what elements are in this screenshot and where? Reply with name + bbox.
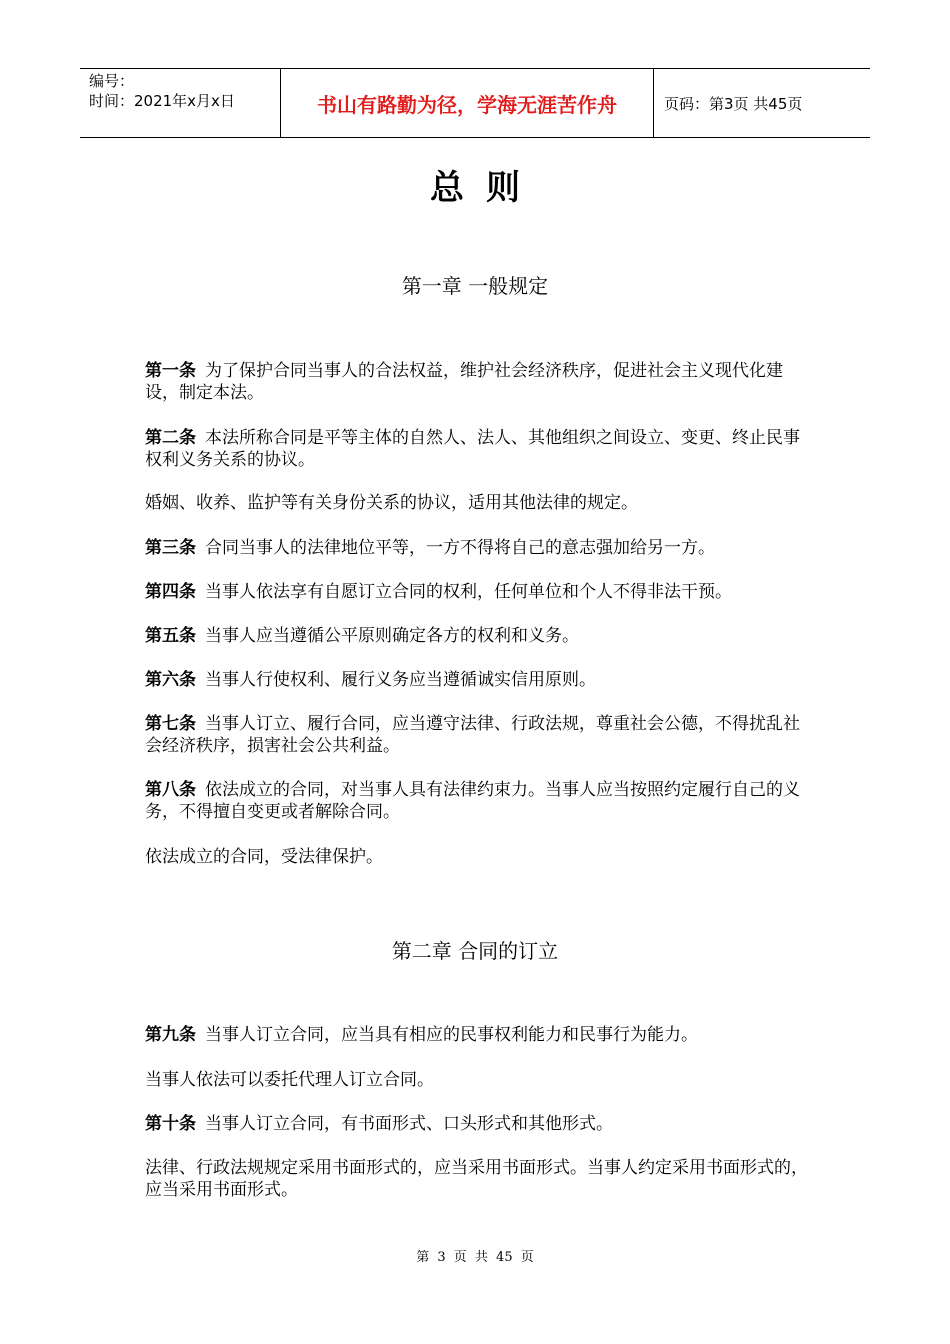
article-number: 第六条 [145, 670, 196, 690]
article-number: 第七条 [145, 714, 196, 734]
article-text: 本法所称合同是平等主体的自然人、法人、其他组织之间设立、变更、终止民事权利义务关系的协议。 [145, 428, 800, 470]
header-motto: 书山有路勤为径，学海无涯苦作舟 [281, 69, 654, 137]
article-paragraph [145, 360, 810, 404]
article-text: 婚姻、收养、监护等有关身份关系的协议，适用其他法律的规定。 [145, 493, 638, 513]
article-paragraph [145, 1157, 810, 1201]
article-paragraph [145, 1024, 810, 1046]
article-paragraph [145, 846, 810, 868]
header-meta-cell [80, 69, 281, 137]
article-text: 法律、行政法规规定采用书面形式的，应当采用书面形式。当事人约定采用书面形式的，应当采用书面形式。 [145, 1158, 808, 1200]
document-title: 总则 [430, 168, 542, 208]
document-header [80, 68, 870, 138]
article-text: 当事人订立合同，有书面形式、口头形式和其他形式。 [205, 1114, 613, 1134]
article-paragraph [145, 492, 810, 514]
chapter-heading: 第一章 一般规定 [401, 274, 549, 298]
article-text: 当事人订立、履行合同，应当遵守法律、行政法规，尊重社会公德，不得扰乱社会经济秩序，损害社会公共利益。 [145, 714, 800, 756]
article-text: 当事人订立合同，应当具有相应的民事权利能力和民事行为能力。 [205, 1025, 698, 1045]
header-page-info: 页码：第3页 共45页 [664, 94, 803, 113]
article-paragraph [145, 427, 810, 471]
article-text: 依法成立的合同，受法律保护。 [145, 847, 383, 867]
page-footer: 第 3 页 共 45 页 [416, 1250, 534, 1265]
article-text: 当事人行使权利、履行义务应当遵循诚实信用原则。 [205, 670, 596, 690]
article-number: 第二条 [145, 428, 196, 448]
article-paragraph [145, 581, 810, 603]
article-paragraph [145, 779, 810, 823]
article-number: 第十条 [145, 1114, 196, 1134]
article-text: 为了保护合同当事人的合法权益，维护社会经济秩序，促进社会主义现代化建设，制定本法。 [145, 361, 783, 403]
article-paragraph [145, 625, 810, 647]
article-number: 第九条 [145, 1025, 196, 1045]
header-page-cell [654, 69, 870, 137]
article-paragraph [145, 713, 810, 757]
chapter-heading: 第二章 合同的订立 [391, 939, 559, 963]
article-text: 当事人应当遵循公平原则确定各方的权利和义务。 [205, 626, 579, 646]
article-text: 当事人依法享有自愿订立合同的权利，任何单位和个人不得非法干预。 [205, 582, 732, 602]
article-text: 当事人依法可以委托代理人订立合同。 [145, 1070, 434, 1090]
article-number: 第八条 [145, 780, 196, 800]
article-number: 第三条 [145, 538, 196, 558]
article-paragraph [145, 669, 810, 691]
article-number: 第五条 [145, 626, 196, 646]
article-text: 合同当事人的法律地位平等，一方不得将自己的意志强加给另一方。 [205, 538, 715, 558]
serial-number-label: 编号： [89, 72, 135, 90]
article-paragraph [145, 537, 810, 559]
date-label: 时间：2021年x月x日 [89, 92, 235, 110]
article-paragraph [145, 1113, 810, 1135]
article-text: 依法成立的合同，对当事人具有法律约束力。当事人应当按照约定履行自己的义务，不得擅自变更或者解除合同。 [145, 780, 800, 822]
article-paragraph [145, 1069, 810, 1091]
article-number: 第四条 [145, 582, 196, 602]
article-number: 第一条 [145, 361, 196, 381]
